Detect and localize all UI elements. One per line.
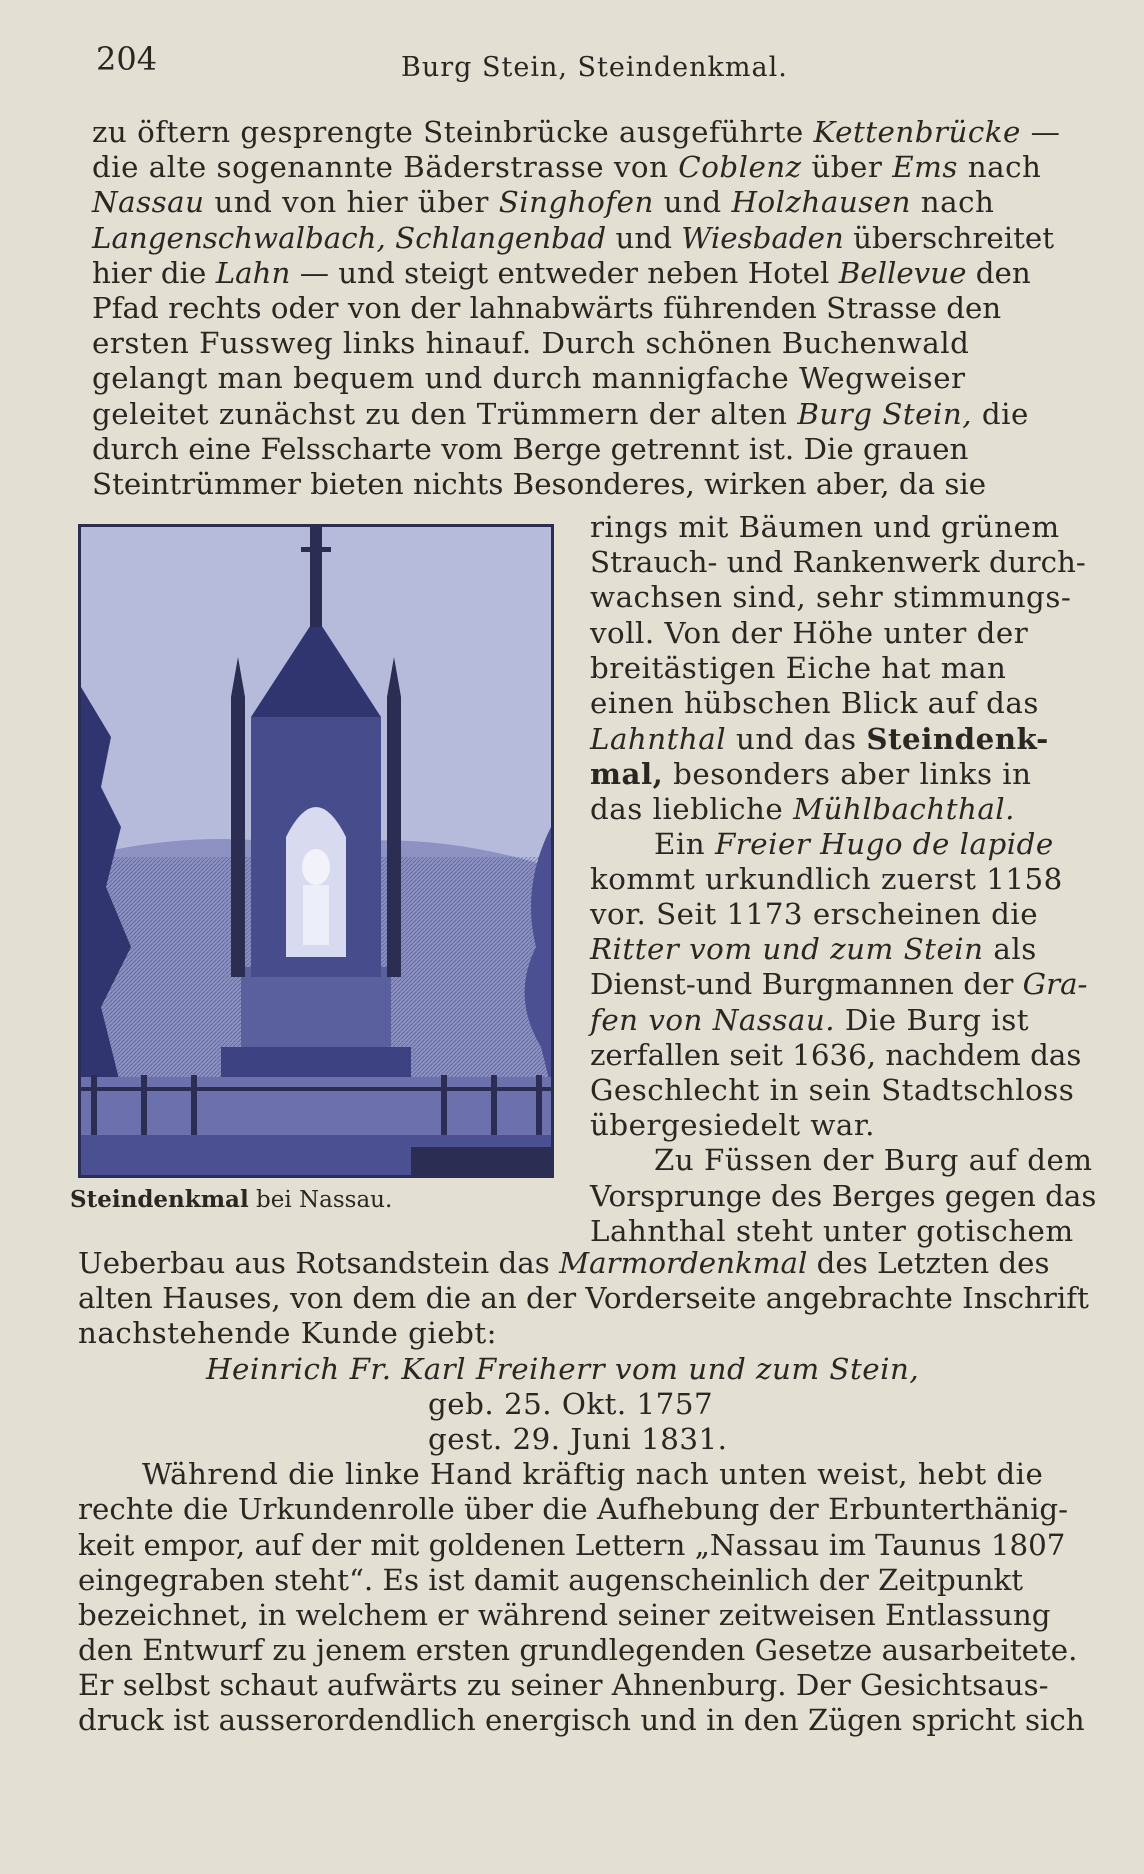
text-line: Steintrümmer bieten nichts Besonderes, wirken aber, da sie — [92, 466, 987, 501]
text-line: wachsen sind, sehr stimmungs- — [590, 580, 1072, 615]
text-line: nachstehende Kunde giebt: — [78, 1316, 497, 1351]
figure-caption: Steindenkmal bei Nassau. — [70, 1186, 393, 1213]
text-line: rings mit Bäumen und grünem — [590, 510, 1060, 544]
text-line: alten Hauses, von dem die an der Vorderseite angebrachte Inschrift — [78, 1281, 1089, 1316]
body-text-right-column — [590, 510, 1097, 1249]
text-line: voll. Von der Höhe unter der — [590, 615, 1029, 650]
text-line: rechte die Urkundenrolle über die Aufhebung der Erbunterthänig- — [78, 1492, 1069, 1527]
text-line: zu öftern gesprengte Steinbrücke ausgeführte Kettenbrücke — — [92, 115, 1061, 149]
text-line: Ueberbau aus Rotsandstein das Marmordenkmal des Letzten des — [78, 1246, 1050, 1280]
text-line: bezeichnet, in welchem er während seiner zeitweisen Entlassung — [78, 1597, 1051, 1632]
monument-engraving — [81, 527, 551, 1175]
text-line: eingegraben steht“. Es ist damit augenscheinlich der Zeitpunkt — [78, 1562, 1024, 1597]
text-line: Er selbst schaut aufwärts zu seiner Ahnenburg. Der Gesichtsaus- — [78, 1668, 1049, 1703]
inscription-born: geb. 25. Okt. 1757 — [428, 1386, 714, 1421]
page-header — [96, 40, 1086, 90]
body-text-top — [92, 115, 1090, 502]
text-line: Ein Freier Hugo de lapide — [654, 826, 1054, 861]
text-line: Lahnthal steht unter gotischem — [590, 1213, 1074, 1248]
text-line: kommt urkundlich zuerst 1158 — [590, 861, 1063, 896]
text-line: durch eine Felsscharte vom Berge getrennt ist. Die grauen — [92, 431, 969, 466]
running-title: Burg Stein, Steindenkmal. — [401, 52, 788, 83]
body-text-bottom — [78, 1246, 1089, 1739]
text-line: den Entwurf zu jenem ersten grundlegenden Gesetze ausarbeitete. — [78, 1633, 1078, 1668]
text-line: hier die Lahn — und steigt entweder neben Hotel Bellevue den — [92, 255, 1031, 290]
text-line: Lahnthal und das Steindenk- — [590, 721, 1049, 757]
text-line: mal, besonders aber links in — [590, 756, 1032, 792]
text-line: fen von Nassau. Die Burg ist — [590, 1002, 1030, 1037]
text-line: vor. Seit 1173 erscheinen die — [590, 897, 1039, 932]
inscription-name: Heinrich Fr. Karl Freiherr vom und zum Stein, — [206, 1351, 920, 1386]
text-line: zerfallen seit 1636, nachdem das — [590, 1037, 1082, 1072]
text-line: Zu Füssen der Burg auf dem — [654, 1143, 1093, 1178]
text-line: Langenschwalbach, Schlangenbad und Wiesbaden überschreitet — [92, 220, 1055, 255]
steindenkmal-illustration — [78, 524, 553, 1174]
text-line: das liebliche Mühlbachthal. — [590, 791, 1015, 826]
text-line: gelangt man bequem und durch mannigfache Wegweiser — [92, 361, 966, 396]
text-line: Während die linke Hand kräftig nach unten weist, hebt die — [142, 1457, 1044, 1492]
text-line: keit empor, auf der mit goldenen Lettern „Nassau im Taunus 1807 — [78, 1527, 1066, 1562]
text-line: Nassau und von hier über Singhofen und Holzhausen nach — [92, 185, 995, 220]
text-line: Ritter vom und zum Stein als — [590, 932, 1037, 967]
text-line: geleitet zunächst zu den Trümmern der alten Burg Stein, die — [92, 396, 1029, 431]
text-line: Dienst-und Burgmannen der Gra- — [590, 967, 1088, 1002]
inscription-died: gest. 29. Juni 1831. — [428, 1421, 728, 1456]
text-line: druck ist ausserordendlich energisch und in den Zügen spricht sich — [78, 1703, 1085, 1738]
text-line: breitästigen Eiche hat man — [590, 650, 1007, 685]
page-number: 204 — [96, 40, 158, 78]
text-line: einen hübschen Blick auf das — [590, 685, 1039, 720]
text-line: Strauch- und Rankenwerk durch- — [590, 545, 1086, 580]
text-line: Vorsprunge des Berges gegen das — [590, 1178, 1097, 1213]
text-line: Geschlecht in sein Stadtschloss — [590, 1073, 1075, 1107]
text-line: Pfad rechts oder von der lahnabwärts führenden Strasse den — [92, 290, 1002, 325]
text-line: die alte sogenannte Bäderstrasse von Coblenz über Ems nach — [92, 150, 1042, 185]
text-line: ersten Fussweg links hinauf. Durch schönen Buchenwald — [92, 326, 970, 361]
text-line: übergesiedelt war. — [590, 1108, 875, 1143]
